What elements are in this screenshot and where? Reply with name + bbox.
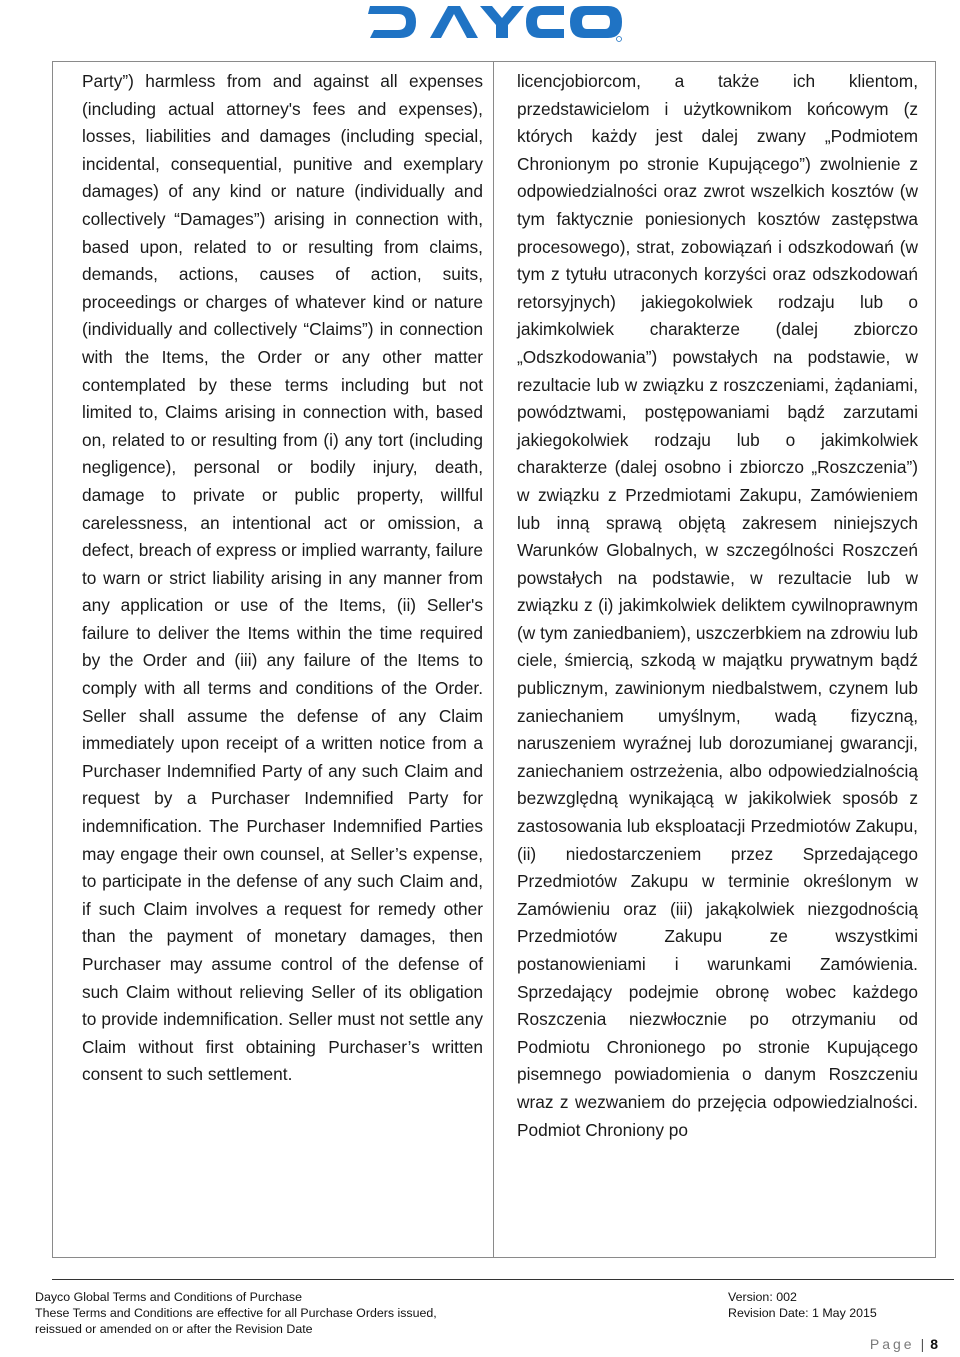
footer-divider <box>52 1279 954 1280</box>
footer-left <box>35 1289 437 1338</box>
footer-effective-line-1: These Terms and Conditions are effective for all Purchase Orders issued, <box>35 1306 437 1321</box>
page-label: Page <box>869 1336 915 1352</box>
footer-revision-date: Revision Date: 1 May 2015 <box>728 1306 877 1321</box>
footer-effective-line-2: reissued or amended on or after the Revision Date <box>35 1322 313 1337</box>
column-divider <box>493 61 494 1258</box>
logo-text <box>368 42 369 43</box>
english-paragraph: Party”) harmless from and against all expenses (including actual attorney's fees and expenses), losses, liabilities and damages (including special, incidental, consequential, punitive and exemplary damages) of any kind or nature (individually and collectively “Damages”) arising in connection with, based upon, related to or resulting from claims, demands, actions, causes of action, suits, proceedings or charges of whatever kind or nature (individually and collectively “Claims”) in connection with the Items, the Order or any other matter contemplated by these terms including but not limited to, Claims arising in connection with, based on, related to or resulting from (i) any tort (including negligence), personal or bodily injury, death, damage to private or public property, willful carelessness, an intentional act or omission, a defect, breach of express or implied warranty, failure to warn or strict liability arising in any manner from any application or use of the Items, (ii) Seller's failure to deliver the Items within the time required by the Order and (iii) any failure of the Items to comply with all terms and conditions of the Order. Seller shall assume the defense of any Claim immediately upon receipt of a written notice from a Purchaser Indemnified Party of any such Claim and request by a Purchaser Indemnified Party for indemnification. The Purchaser Indemnified Parties may engage their own counsel, at Seller’s expense, to participate in the defense of any such Claim and, if such Claim involves a request for remedy other than the payment of monetary damages, then Purchaser may assume control of the defense of such Claim without relieving Seller of its obligation to provide indemnification. Seller must not settle any Claim without first obtaining Purchaser’s written consent to such settlement. <box>82 71 483 1085</box>
polish-column <box>517 68 918 1144</box>
dayco-logo <box>368 2 624 42</box>
footer-doc-title: Dayco Global Terms and Conditions of Purchase <box>35 1290 302 1304</box>
page-number <box>870 1336 938 1352</box>
footer-version: Version: 002 <box>728 1290 797 1304</box>
english-column <box>82 68 483 1089</box>
page-separator: | <box>920 1336 925 1352</box>
page-number-value: 8 <box>930 1336 938 1352</box>
polish-paragraph: licencjobiorcom, a także ich klientom, przedstawicielom i użytkownikom końcowym (z których każdy jest dalej zwany „Podmiotem Chronionym po stronie Kupującego”) zwolnienie z odpowiedzialności oraz zwrot wszelkich kosztów (w tym faktycznie poniesionych kosztów zastępstwa procesowego), strat, zobowiązań i odszkodowań (w tym z tytułu utraconych korzyści oraz odszkodowań retorsyjnych) jakiegokolwiek rodzaju lub o jakimkolwiek charakterze (dalej zbiorczo „Odszkodowania”) powstałych na podstawie, w rezultacie lub w związku z roszczeniami, żądaniami, powództwami, postępowaniami bądź zarzutami jakiegokolwiek rodzaju lub o jakimkolwiek charakterze (dalej osobno i zbiorczo „Roszczenia”) w związku z Przedmiotami Zakupu, Zamówieniem lub inną sprawą objętą zakresem niniejszych Warunków Globalnych, w szczególności Roszczeń powstałych na podstawie, w rezultacie lub w związku z (i) jakimkolwiek deliktem cywilnoprawnym (w tym zaniedbaniem), uszczerbkiem na zdrowiu lub ciele, śmiercią, szkodą w majątku prywatnym bądź publicznym, zawinionym niedbalstwem, czynem lub zaniechaniem umyślnym, wadą fizyczną, naruszeniem wyraźnej lub dorozumianej gwarancji, zaniechaniem ostrzeżenia, albo odpowiedzialnością bezwzględną wynikającą w jakikolwiek sposób z zastosowania lub eksploatacji Przedmiotów Zakupu, (ii) niedostarczeniem przez Sprzedającego Przedmiotów Zakupu w terminie określonym w Zamówieniu oraz (iii) jakąkolwiek niezgodnością Przedmiotów Zakupu ze wszystkimi postanowieniami i warunkami Zamówienia. Sprzedający podejmie obronę wobec każdego Roszczenia niezwłocznie po otrzymaniu od Podmiotu Chronionego po stronie Kupującego pisemnego powiadomienia o danym Roszczeniu wraz z wezwaniem do przejęcia odpowiedzialności. Podmiot Chroniony po <box>517 71 918 1140</box>
footer-right <box>728 1289 877 1321</box>
